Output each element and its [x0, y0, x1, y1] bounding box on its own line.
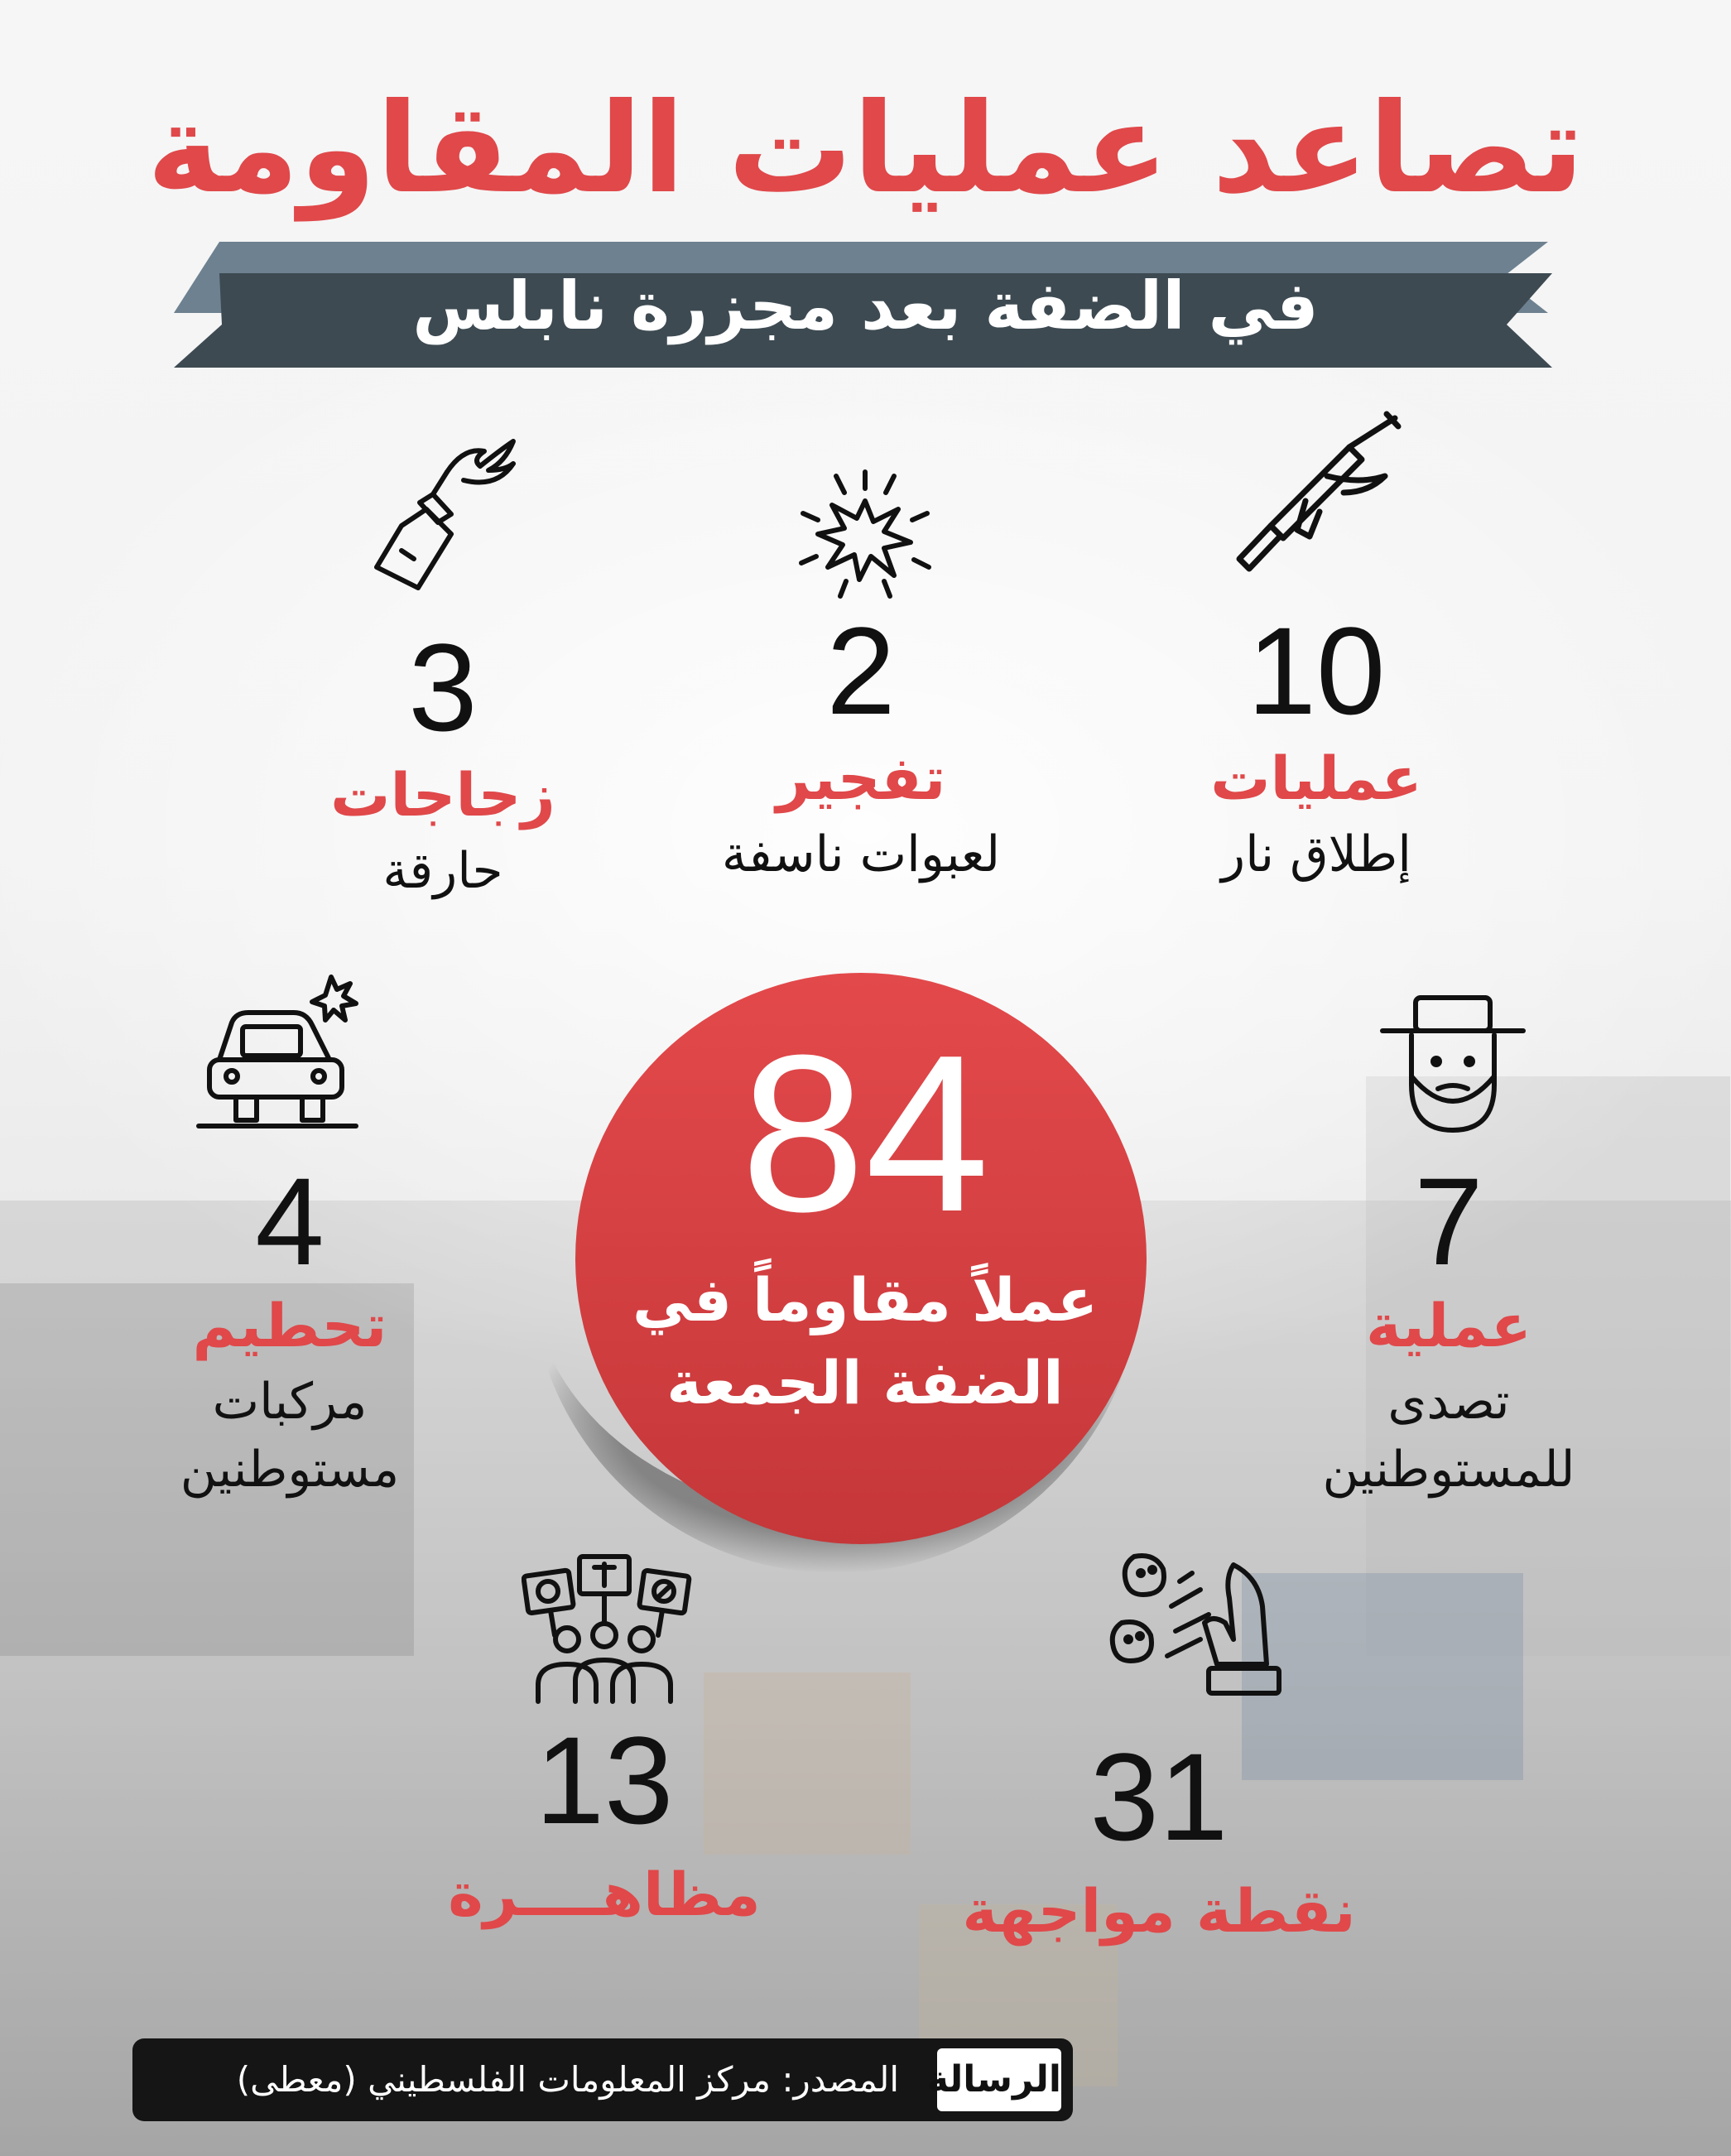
- subtitle: في الضفة بعد مجزرة نابلس: [412, 267, 1319, 344]
- stat-number: 3: [408, 618, 478, 757]
- stat-label-line2: للمستوطنين: [1322, 1441, 1575, 1499]
- publisher-logo: الرسالة: [937, 2048, 1061, 2111]
- stat-number: 7: [1414, 1152, 1483, 1291]
- stat-label-line1: تصدى: [1387, 1373, 1510, 1431]
- explosion-icon: [795, 464, 935, 604]
- stat-shooting: [1176, 601, 1457, 888]
- stat-number: 31: [1089, 1727, 1229, 1866]
- stat-label-red: زجاجات: [330, 760, 555, 830]
- total-number: 84: [740, 1009, 990, 1258]
- stat-settlers: [1283, 1152, 1614, 1504]
- total-label: [575, 1258, 1155, 1424]
- stat-label-red: تفجير: [776, 744, 946, 813]
- stat-label-red: تحطيم: [192, 1291, 387, 1360]
- stat-number: 2: [826, 601, 896, 740]
- headline-title: تصاعد عمليات المقاومة: [147, 77, 1584, 221]
- stat-label: حارقة: [382, 842, 503, 900]
- stat-label-red: مظاهــــرة: [448, 1860, 761, 1929]
- source-footer: [132, 2038, 1073, 2121]
- rifle-icon: [1229, 410, 1403, 584]
- stat-label-red: نقطة مواجهة: [962, 1876, 1356, 1946]
- stat-number: 13: [535, 1711, 674, 1850]
- stone-throw-icon: [1109, 1548, 1291, 1714]
- stat-molotov: [298, 618, 588, 905]
- stat-explosion: [679, 601, 1043, 888]
- settler-icon: [1378, 985, 1527, 1134]
- total-label-line1: عملاً مقاوماً في: [632, 1265, 1099, 1335]
- stat-label-line2: مستوطنين: [180, 1441, 400, 1499]
- stat-label: إطلاق نار: [1221, 825, 1411, 883]
- stat-vehicles: [124, 1152, 455, 1504]
- stat-number: 10: [1247, 601, 1386, 740]
- stat-label: لعبوات ناسفة: [721, 825, 1001, 883]
- protest-icon: [522, 1552, 695, 1710]
- molotov-icon: [368, 435, 517, 600]
- damaged-car-icon: [195, 969, 360, 1134]
- stat-number: 4: [255, 1152, 325, 1291]
- stat-label-red: عمليات: [1210, 744, 1422, 813]
- stat-label-line1: مركبات: [212, 1373, 368, 1431]
- total-label-line2: الضفة الجمعة: [666, 1348, 1064, 1417]
- stat-clashes: [944, 1727, 1374, 1948]
- source-text: المصدر: مركز المعلومات الفلسطيني (معطى): [236, 2059, 899, 2100]
- stat-protests: [414, 1711, 795, 1932]
- stat-label-red: عملية: [1366, 1291, 1531, 1360]
